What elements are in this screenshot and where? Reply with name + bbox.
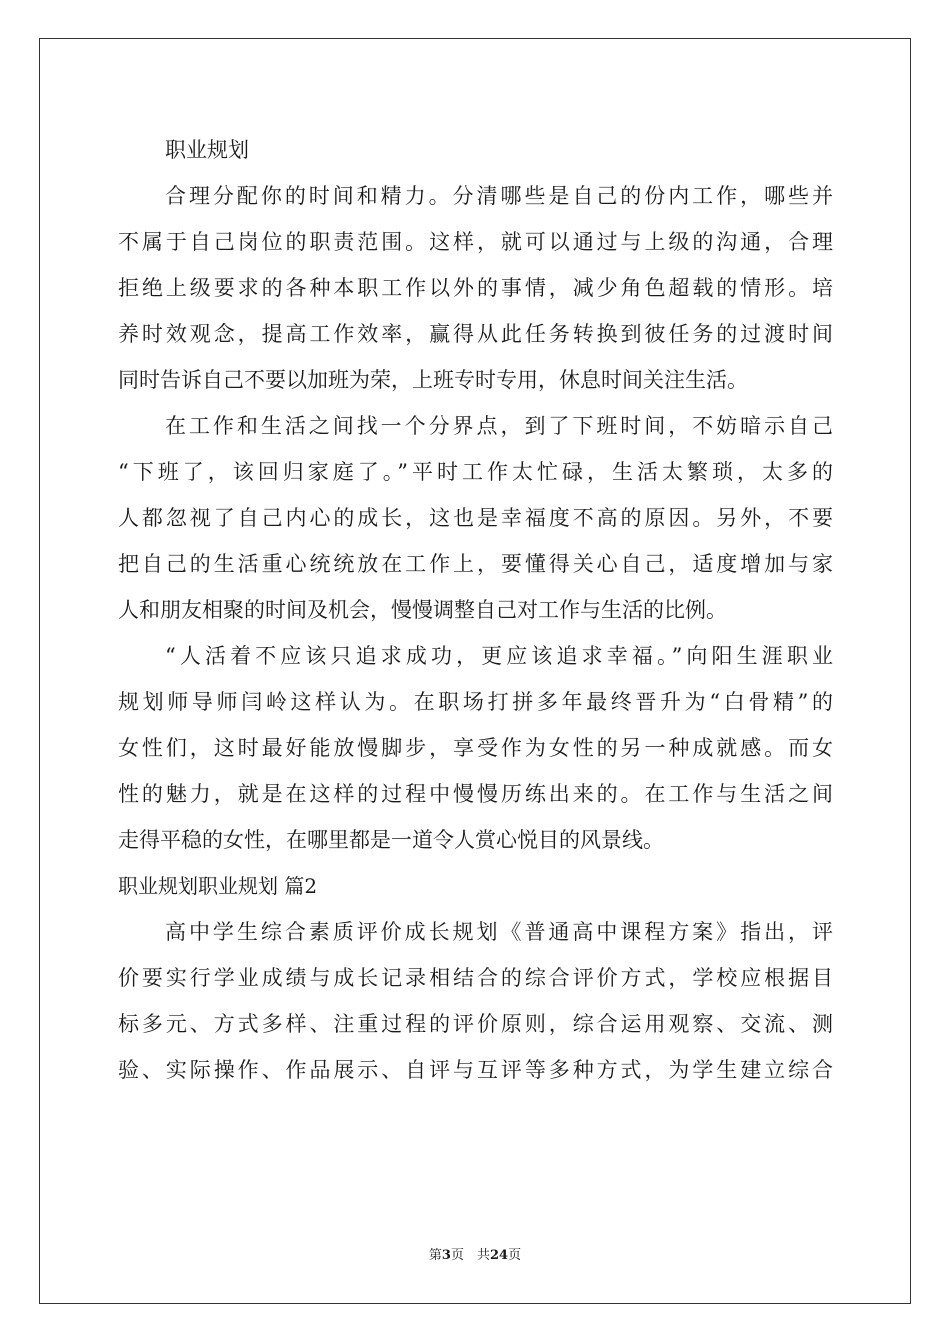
paragraph-line: 走得平稳的女性，在哪里都是一道令人赏心悦目的风景线。: [118, 828, 664, 852]
paragraph-line: 验、实际操作、作品展示、自评与互评等多种方式，为学生建立综合: [118, 1058, 833, 1082]
section-heading: 职业规划: [165, 138, 249, 162]
paragraph-line: 拒绝上级要求的各种本职工作以外的事情，减少角色超载的情形。培: [118, 276, 833, 300]
paragraph-line: 人都忽视了自己内心的成长，这也是幸福度不高的原因。另外，不要: [118, 506, 833, 530]
paragraph-line: 人和朋友相聚的时间及机会，慢慢调整自己对工作与生活的比例。: [118, 598, 727, 622]
page-current: 3: [441, 1248, 451, 1263]
paragraph-line: 合理分配你的时间和精力。分清哪些是自己的份内工作，哪些并: [165, 184, 833, 208]
page-suffix: 页: [508, 1248, 522, 1263]
paragraph-line: 价要实行学业成绩与成长记录相结合的综合评价方式，学校应根据目: [118, 966, 833, 990]
page-mid: 页 共: [450, 1248, 490, 1263]
paragraph-line: 把自己的生活重心统统放在工作上，要懂得关心自己，适度增加与家: [118, 552, 833, 576]
paragraph-line: 高中学生综合素质评价成长规划《普通高中课程方案》指出，评: [165, 920, 833, 944]
paragraph-line: 标多元、方式多样、注重过程的评价原则，综合运用观察、交流、测: [118, 1012, 833, 1036]
paragraph-line: “人活着不应该只追求成功，更应该追求幸福。”向阳生涯职业: [165, 644, 833, 668]
paragraph-line: 不属于自己岗位的职责范围。这样，就可以通过与上级的沟通，合理: [118, 230, 833, 254]
paragraph-line: 规划师导师闫岭这样认为。在职场打拼多年最终晋升为“白骨精”的: [118, 690, 833, 714]
paragraph-line: 在工作和生活之间找一个分界点，到了下班时间，不妨暗示自己: [165, 414, 833, 438]
page-prefix: 第: [428, 1248, 442, 1263]
paragraph-line: 养时效观念，提高工作效率，赢得从此任务转换到彼任务的过渡时间: [118, 322, 833, 346]
page-total: 24: [489, 1248, 509, 1263]
paragraph-line: 性的魅力，就是在这样的过程中慢慢历练出来的。在工作与生活之间: [118, 782, 833, 806]
paragraph-line: 同时告诉自己不要以加班为荣，上班专时专用，休息时间关注生活。: [118, 368, 748, 392]
page-footer: [0, 1247, 950, 1265]
paragraph-line: 女性们，这时最好能放慢脚步，享受作为女性的另一种成就感。而女: [118, 736, 833, 760]
paragraph-line: “下班了，该回归家庭了。”平时工作太忙碌，生活太繁琐，太多的: [118, 460, 833, 484]
document-body: [118, 127, 833, 1093]
section-heading: 职业规划职业规划 篇2: [118, 874, 318, 898]
